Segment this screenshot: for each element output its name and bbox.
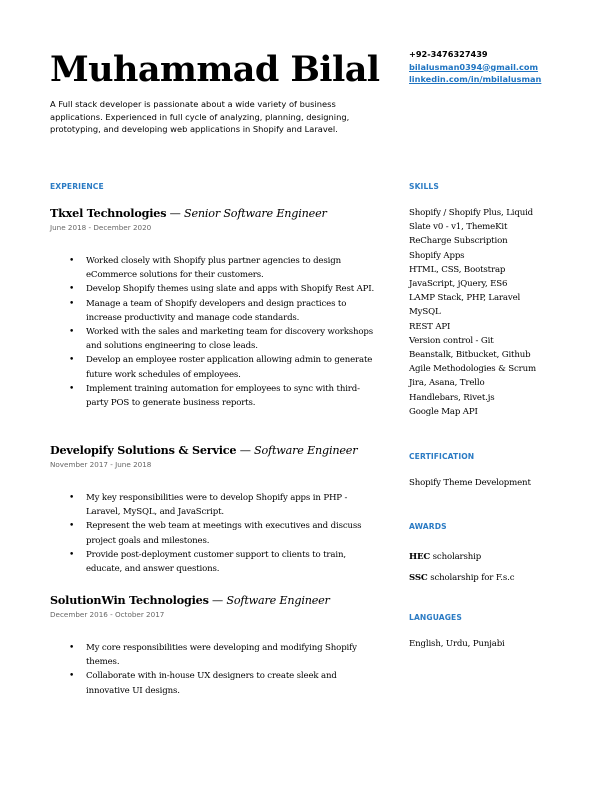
award-item: HEC scholarship <box>409 552 482 562</box>
bullet-item: • Develop an employee roster application allowing admin to generate future work schedules of employees. <box>69 355 373 380</box>
skill-item: Slate v0 - v1, ThemeKit <box>409 222 508 233</box>
job-role: Software Engineer <box>254 444 358 457</box>
skill-item: MySQL <box>409 307 441 318</box>
job-separator: — <box>236 444 255 457</box>
bullet-icon: • <box>69 521 75 532</box>
email-link[interactable]: bilalusman0394@gmail.com <box>409 61 539 72</box>
job-bullets <box>69 491 380 576</box>
certification-heading: CERTIFICATION <box>409 452 475 461</box>
experience-heading: EXPERIENCE <box>50 182 104 191</box>
job-dates: June 2018 - December 2020 <box>50 223 152 232</box>
bullet-item: • Worked with the sales and marketing team for discovery workshops and solutions engineering to close leads. <box>69 327 374 352</box>
skill-item: Shopify / Shopify Plus, Liquid <box>409 208 534 218</box>
award-org: HEC <box>409 552 431 562</box>
skill-item: ReCharge Subscription <box>409 236 508 247</box>
bullet-icon: • <box>69 671 75 682</box>
certification-item: Shopify Theme Development <box>409 478 531 488</box>
skill-item: HTML, CSS, Bootstrap <box>409 264 506 275</box>
job-dates: December 2016 - October 2017 <box>50 610 165 619</box>
skills-list <box>409 206 579 419</box>
skill-item: Handlebars, Rivet.js <box>409 392 495 403</box>
candidate-name: Muhammad Bilal <box>50 49 380 90</box>
award-org: SSC <box>409 572 428 583</box>
bullet-icon: • <box>69 284 75 295</box>
job-separator: — <box>208 594 227 607</box>
bullet-item: • My key responsibilities were to develop Shopify apps in PHP - Laravel, MySQL, and JavaScript. <box>69 493 348 518</box>
bullet-item: • My core responsibilities were developing and modifying Shopify themes. <box>69 643 357 668</box>
skill-item: Google Map API <box>409 406 478 417</box>
job-entry <box>50 443 380 576</box>
skill-item: Shopify Apps <box>409 250 465 261</box>
phone-number: +92-3476327439 <box>409 49 488 59</box>
certification-list <box>409 476 579 490</box>
job-bullets <box>69 254 380 410</box>
bullet-icon: • <box>69 643 75 653</box>
bullet-item: • Worked closely with Shopify plus partner agencies to design eCommerce solutions for their customers. <box>69 256 341 281</box>
contact-block <box>409 48 541 86</box>
job-entry <box>50 593 380 698</box>
bullet-icon: • <box>69 355 75 366</box>
bullet-item: • Represent the web team at meetings with executives and discuss project goals and milestones. <box>69 521 362 546</box>
bullet-icon: • <box>69 549 75 560</box>
bullet-icon: • <box>69 298 75 309</box>
job-dates: November 2017 - June 2018 <box>50 460 152 469</box>
award-item: SSC scholarship for F.s.c <box>409 572 515 583</box>
bullet-item: • Collaborate with in-house UX designers to create sleek and innovative UI designs. <box>69 671 337 696</box>
job-header <box>50 206 380 221</box>
job-role: Software Engineer <box>226 594 330 607</box>
job-entry <box>50 206 380 410</box>
skill-item: JavaScript, jQuery, ES6 <box>409 279 508 290</box>
bullet-icon: • <box>69 256 75 266</box>
job-header <box>50 593 380 608</box>
bullet-icon: • <box>69 493 75 503</box>
job-role: Senior Software Engineer <box>184 207 327 220</box>
bullet-item: • Implement training automation for employees to sync with third-party POS to generate business reports. <box>69 383 360 409</box>
skill-item: Version control - Git <box>409 335 494 346</box>
job-separator: — <box>166 207 185 220</box>
skill-item: REST API <box>409 321 451 332</box>
languages-heading: LANGUAGES <box>409 613 462 622</box>
job-bullets <box>69 641 380 698</box>
skill-item: LAMP Stack, PHP, Laravel <box>409 293 521 304</box>
skill-item: Beanstalk, Bitbucket, Github <box>409 350 531 361</box>
summary: A Full stack developer is passionate about a wide variety of business applications. Experienced in full cycle of analyzing, planning, designing, prototyping, and developing web applications in Shopify and Laravel. <box>50 99 350 135</box>
bullet-item: • Develop Shopify themes using slate and apps with Shopify Rest API. <box>69 282 380 296</box>
languages-list <box>409 637 579 651</box>
awards-list <box>409 547 579 588</box>
bullet-icon: • <box>69 327 75 338</box>
bullet-icon: • <box>69 383 75 394</box>
job-company: Developify Solutions & Service <box>50 443 237 457</box>
skill-item: Jira, Asana, Trello <box>409 378 485 389</box>
skills-heading: SKILLS <box>409 182 439 191</box>
language-item: English, Urdu, Punjabi <box>409 639 505 649</box>
bullet-item: • Provide post-deployment customer support to clients to train, educate, and answer questions. <box>69 549 346 575</box>
job-header <box>50 443 380 458</box>
skill-item: Agile Methodologies & Scrum <box>409 364 536 375</box>
job-company: Tkxel Technologies <box>50 206 167 220</box>
awards-heading: AWARDS <box>409 522 447 531</box>
bullet-item: • Manage a team of Shopify developers and design practices to increase productivity and manage code standards. <box>69 298 347 323</box>
job-company: SolutionWin Technologies <box>50 593 209 607</box>
linkedin-link[interactable]: linkedin.com/in/mbilalusman <box>409 74 542 84</box>
